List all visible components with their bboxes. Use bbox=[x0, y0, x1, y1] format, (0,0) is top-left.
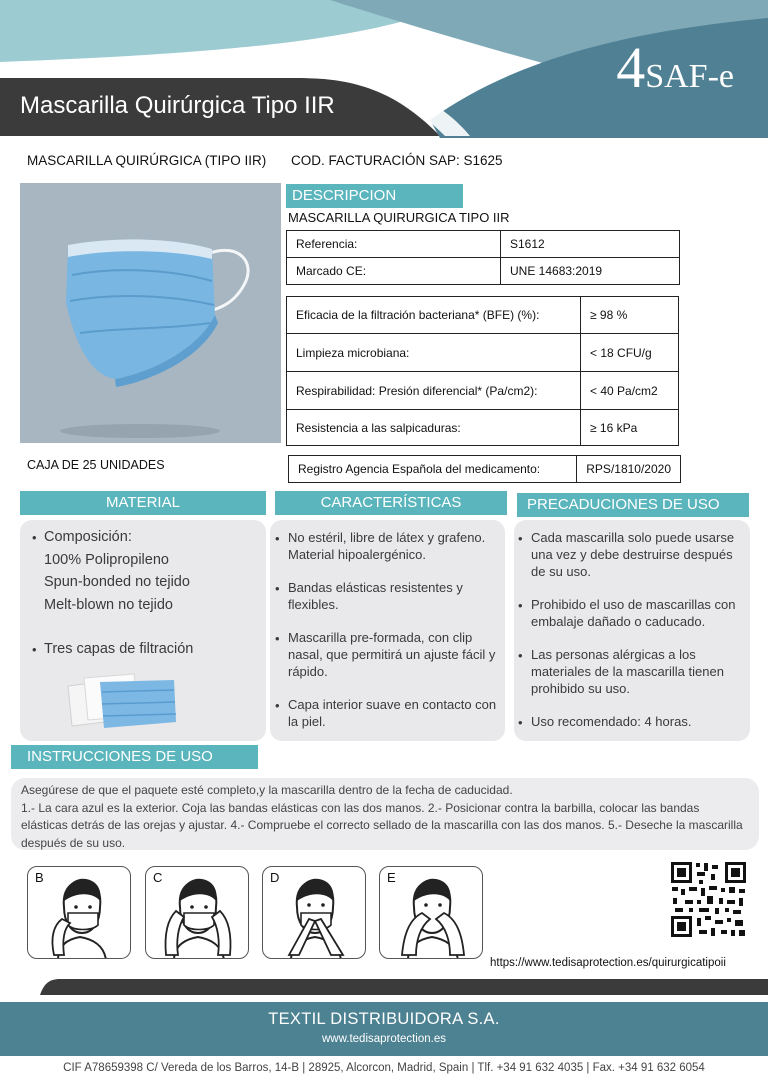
identity-table bbox=[286, 230, 680, 285]
company-name: TEXTIL DISTRIBUIDORA S.A. bbox=[268, 1010, 500, 1028]
table-cell-label: Resistencia a las salpicaduras: bbox=[287, 410, 581, 446]
table-cell-value: S1612 bbox=[501, 231, 680, 258]
table-cell-value: ≥ 16 kPa bbox=[581, 410, 679, 446]
material-heading: MATERIAL bbox=[20, 491, 266, 515]
feature-item: • Mascarilla pre-formada, con clip nasal, que permitirá un ajuste fácil y rápido. bbox=[273, 629, 503, 680]
feature-item: • No estéril, libre de látex y grafeno. Material hipoalergénico. bbox=[273, 529, 503, 563]
mask-layers-icon bbox=[64, 666, 184, 734]
precaution-item: • Las personas alérgicas a los materiales de la mascarilla tienen prohibido su uso. bbox=[516, 646, 748, 697]
table-cell-value: < 40 Pa/cm2 bbox=[581, 372, 679, 410]
instructions-heading: INSTRUCCIONES DE USO bbox=[11, 745, 258, 769]
qr-code-icon bbox=[669, 860, 748, 939]
box-quantity: CAJA DE 25 UNIDADES bbox=[27, 458, 165, 472]
step-card-b bbox=[27, 866, 131, 959]
feature-item: • Bandas elásticas resistentes y flexibles. bbox=[273, 579, 503, 613]
company-website[interactable]: www.tedisaprotection.es bbox=[321, 1033, 446, 1045]
step-letter: C bbox=[153, 870, 163, 885]
table-cell-label: Limpieza microbiana: bbox=[287, 334, 581, 372]
page-title: Mascarilla Quirúrgica Tipo IIR bbox=[20, 92, 335, 119]
precaution-item: • Uso recomendado: 4 horas. bbox=[516, 713, 748, 730]
table-cell-value: < 18 CFU/g bbox=[581, 334, 679, 372]
company-address: CIF A78659398 C/ Vereda de los Barros, 14-B | 28925, Alcorcon, Madrid, Spain | Tlf. +34 91 632 4035 | Fax. +34 91 632 6054 bbox=[63, 1062, 705, 1074]
product-url[interactable]: https://www.tedisaprotection.es/quirurgicatipoii bbox=[490, 957, 726, 969]
instructions-panel bbox=[11, 778, 759, 850]
step-card-d bbox=[262, 866, 366, 959]
performance-table bbox=[286, 296, 679, 446]
registry-table bbox=[288, 455, 681, 483]
table-row bbox=[287, 297, 679, 334]
logo-number: 4 bbox=[616, 35, 646, 100]
table-row bbox=[289, 456, 681, 483]
table-row bbox=[287, 258, 680, 285]
composition-line: Spun-bonded no tejido bbox=[44, 574, 190, 590]
precautions-panel bbox=[514, 520, 750, 741]
features-heading: CARACTERÍSTICAS bbox=[275, 491, 507, 515]
table-cell-value: ≥ 98 % bbox=[581, 297, 679, 334]
precaution-item: • Prohibido el uso de mascarillas con embalaje dañado o caducado. bbox=[516, 596, 748, 630]
instructions-intro: Asegúrese de que el paquete esté completo,y la mascarilla dentro de la fecha de caducidad. bbox=[21, 783, 513, 797]
step-letter: D bbox=[270, 870, 280, 885]
registry-value: RPS/1810/2020 bbox=[577, 456, 681, 483]
table-cell-label: Marcado CE: bbox=[287, 258, 501, 285]
surgical-mask-photo-icon bbox=[20, 183, 281, 443]
table-row bbox=[287, 231, 680, 258]
step-card-c bbox=[145, 866, 249, 959]
footer-band bbox=[0, 1002, 768, 1056]
product-photo bbox=[20, 183, 281, 443]
instructions-steps: 1.- La cara azul es la exterior. Coja las bandas elásticas con las dos manos. 2.- Posicionar contra la barbilla, colocar las bandas elásticas detrás de las orejas y ajustar. 4.- Compruebe el correcto sellado de la mascarilla con las dos manos. 5.- Deseche la mascarilla después de su uso. bbox=[21, 800, 743, 850]
table-cell-label: Referencia: bbox=[287, 231, 501, 258]
composition-line: 100% Polipropileno bbox=[44, 551, 169, 568]
table-cell-label: Respirabilidad: Presión diferencial* (Pa/cm2): bbox=[287, 372, 581, 410]
table-row bbox=[287, 372, 679, 410]
description-heading: DESCRIPCION bbox=[286, 184, 463, 208]
table-row bbox=[287, 334, 679, 372]
feature-item: • Capa interior suave en contacto con la piel. bbox=[273, 696, 503, 730]
step-letter: E bbox=[387, 870, 396, 885]
product-name: MASCARILLA QUIRURGICA TIPO IIR bbox=[288, 210, 510, 225]
table-cell-value: UNE 14683:2019 bbox=[501, 258, 680, 285]
step-letter: B bbox=[35, 870, 44, 885]
footer-accent-stripe bbox=[40, 979, 768, 995]
table-cell-label: Eficacia de la filtración bacteriana* (BFE) (%): bbox=[287, 297, 581, 334]
material-panel bbox=[20, 520, 266, 741]
precautions-heading: PRECADUCIONES DE USO bbox=[517, 493, 749, 517]
composition-line: Melt-blown no tejido bbox=[44, 596, 173, 613]
composition-label: • Composición: bbox=[30, 526, 260, 549]
filtration-layers: • Tres capas de filtración bbox=[30, 638, 260, 661]
precaution-item: • Cada mascarilla solo puede usarse una vez y debe destruirse después de su uso. bbox=[516, 529, 748, 580]
step-card-e bbox=[379, 866, 483, 959]
table-row bbox=[287, 410, 679, 446]
registry-label: Registro Agencia Española del medicamento: bbox=[289, 456, 577, 483]
logo-text: SAF-e bbox=[645, 58, 734, 95]
brand-logo bbox=[616, 34, 734, 101]
product-line-label: MASCARILLA QUIRÚRGICA (TIPO IIR) bbox=[27, 153, 267, 168]
features-panel bbox=[270, 520, 505, 741]
sap-code-label: COD. FACTURACIÓN SAP: S1625 bbox=[291, 153, 503, 168]
